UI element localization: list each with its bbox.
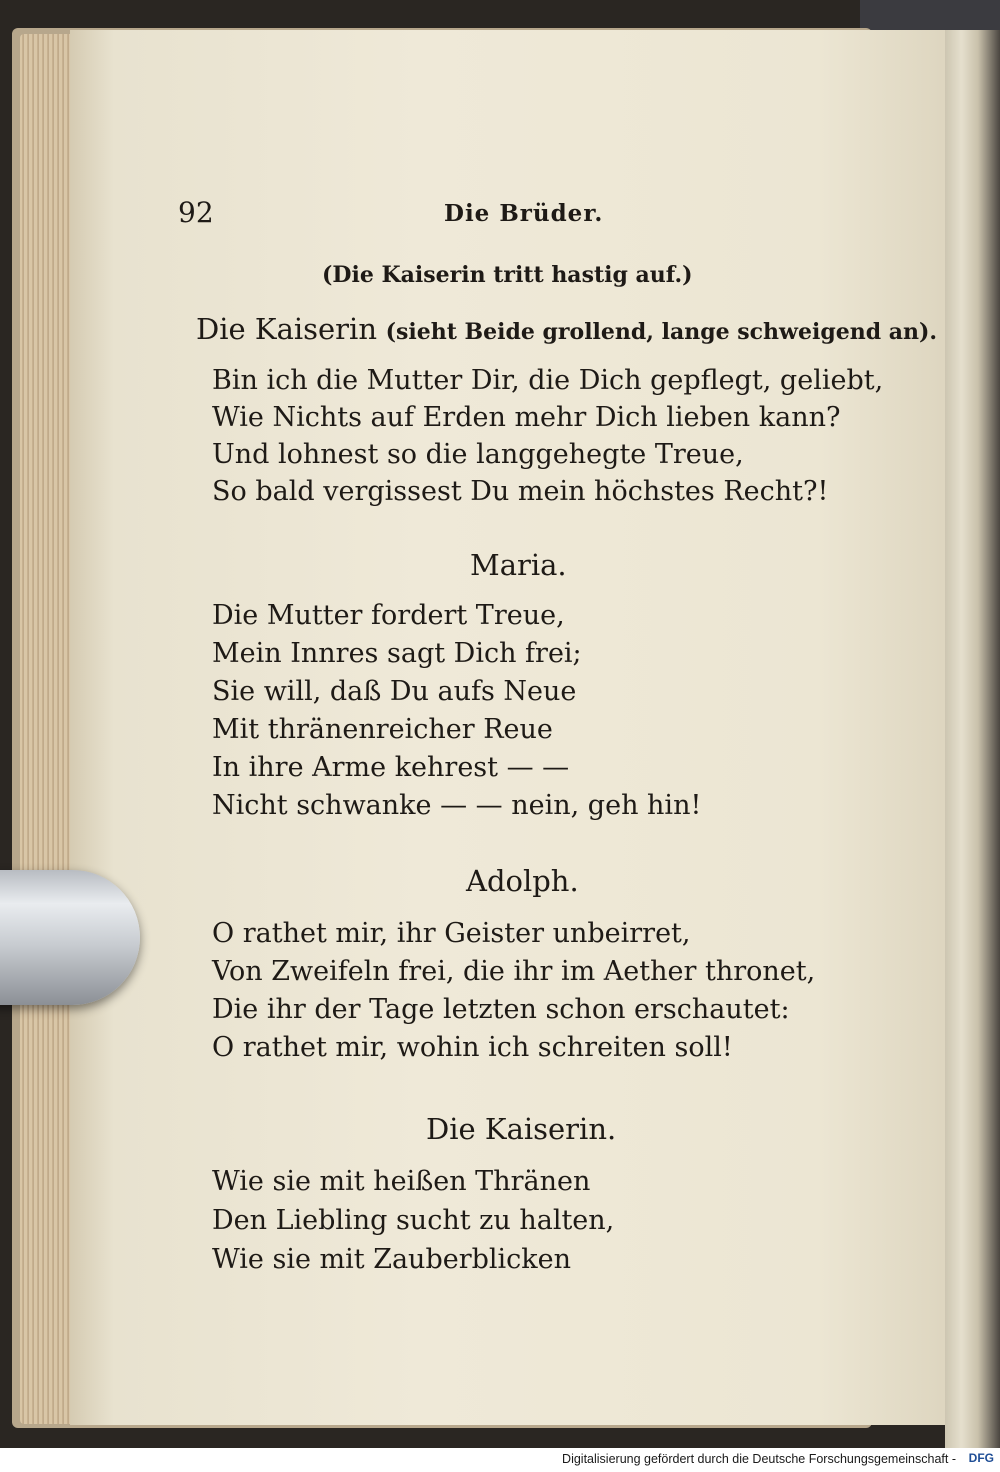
footer-credit: Digitalisierung gefördert durch die Deutsche Forschungsgemeinschaft -: [562, 1452, 956, 1466]
verse-line: Mit thränenreicher Reue: [212, 714, 553, 745]
speaker-line-kaiserin: [196, 312, 937, 346]
verse-line: Wie sie mit heißen Thränen: [212, 1166, 591, 1197]
running-head: Die Brüder.: [444, 200, 604, 227]
verse-line: Die ihr der Tage letzten schon erschautet:: [212, 994, 790, 1025]
stage-direction: (Die Kaiserin tritt hastig auf.): [322, 262, 693, 288]
verse-line: So bald vergissest Du mein höchstes Recht?!: [212, 476, 829, 507]
verse-line: Bin ich die Mutter Dir, die Dich gepflegt, geliebt,: [212, 365, 884, 396]
page-number: 92: [178, 196, 214, 229]
speaker-heading: Die Kaiserin.: [426, 1112, 617, 1146]
footer-bar: [0, 1448, 1000, 1472]
page-clip: [0, 870, 140, 1005]
verse-line: Von Zweifeln frei, die ihr im Aether thronet,: [212, 956, 816, 987]
gutter-edge: [945, 30, 1000, 1448]
verse-line: Wie Nichts auf Erden mehr Dich lieben kann?: [212, 402, 841, 433]
verse-line: Nicht schwanke — — nein, geh hin!: [212, 790, 702, 821]
verse-line: Sie will, daß Du aufs Neue: [212, 676, 577, 707]
verse-line: Die Mutter fordert Treue,: [212, 600, 565, 631]
verse-line: In ihre Arme kehrest — —: [212, 752, 570, 783]
speaker-heading: Maria.: [470, 548, 567, 582]
speaker-heading: Adolph.: [466, 864, 579, 898]
verse-line: Mein Innres sagt Dich frei;: [212, 638, 582, 669]
verse-line: Wie sie mit Zauberblicken: [212, 1244, 572, 1275]
speaker-direction: (sieht Beide grollend, lange schweigend an).: [385, 319, 938, 345]
dfg-logo: DFG: [968, 1451, 994, 1465]
speaker-name: Die Kaiserin: [196, 312, 377, 346]
verse-line: O rathet mir, ihr Geister unbeirret,: [212, 918, 691, 949]
verse-line: Und lohnest so die langgehegte Treue,: [212, 439, 744, 470]
verse-line: Den Liebling sucht zu halten,: [212, 1205, 615, 1236]
verse-line: O rathet mir, wohin ich schreiten soll!: [212, 1032, 733, 1063]
